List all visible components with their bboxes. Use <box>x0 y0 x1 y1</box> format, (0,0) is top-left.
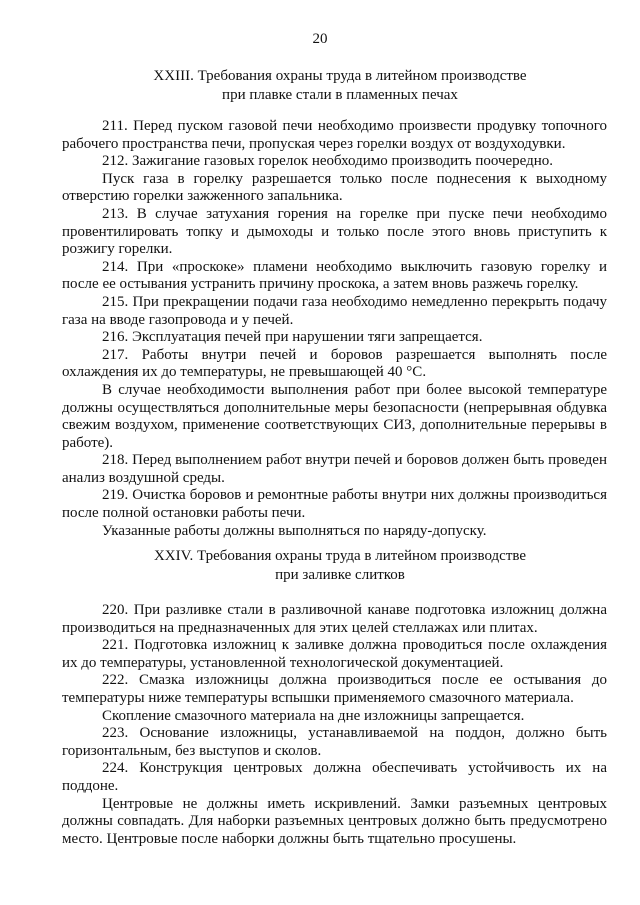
paragraph-213: 213. В случае затухания горения на горелке при пуске печи необходимо провентилировать топку и дымоходы и только после этого вновь приступить к розжигу горелки. <box>62 205 607 258</box>
paragraph-223: 223. Основание изложницы, устанавливаемой на поддон, должно быть горизонтальным, без выступов и сколов. <box>62 725 607 759</box>
paragraph-211: 211. Перед пуском газовой печи необходимо произвести продувку топочного рабочего пространства печи, пропуская через горелки воздух от воздуходувки. <box>62 118 607 152</box>
paragraph-224: 224. Конструкция центровых должна обеспечивать устойчивость их на поддоне. <box>62 760 607 794</box>
paragraph-215: 215. При прекращении подачи газа необходимо немедленно перекрыть подачу газа на вводе газопровода и у печей. <box>62 293 607 328</box>
paragraph-217-cont: В случае необходимости выполнения работ при более высокой температуре должны осуществляться дополнительные меры безопасности (непрерывная обдувка свежим воздухом, применение соответствующих СИЗ, дополнительные перерывы в работе). <box>62 381 607 451</box>
paragraph-212: 212. Зажигание газовых горелок необходимо производить поочередно. <box>102 153 554 170</box>
paragraph-224-cont: Центровые не должны иметь искривлений. Замки разъемных центровых должны совпадать. Для наборки разъемных центровых должно быть предусмотрено место. Центровые после наборки должны быть тщательно просушены. <box>62 795 607 847</box>
paragraph-217: 217. Работы внутри печей и боровов разрешается выполнять после охлаждения их до температуры, не превышающей 40 °С. <box>62 346 607 381</box>
paragraph-214: 214. При «проскоке» пламени необходимо выключить газовую горелку и после ее остывания устранить причину проскока, а затем вновь разжечь горелку. <box>62 258 607 293</box>
paragraph-219: 219. Очистка боровов и ремонтные работы внутри них должны производиться после полной остановки работы печи. <box>62 487 607 522</box>
heading-line: XXIII. Требования охраны труда в литейном производстве <box>153 68 527 84</box>
heading-line: при заливке слитков <box>275 566 405 583</box>
section-body-xxiii <box>62 118 607 540</box>
paragraph-221: 221. Подготовка изложниц к заливке должна проводиться после охлаждения их до температуры, установленной технологической документацией. <box>62 637 607 671</box>
section-heading-xxiv <box>60 547 620 584</box>
paragraph-218: 218. Перед выполнением работ внутри печей и боровов должен быть проведен анализ воздушной среды. <box>62 452 607 486</box>
paragraph-222-cont: Скопление смазочного материала на дне изложницы запрещается. <box>102 707 525 724</box>
heading-line: при плавке стали в пламенных печах <box>222 86 458 103</box>
paragraph-219-cont: Указанные работы должны выполняться по наряду-допуску. <box>102 522 487 539</box>
paragraph-220: 220. При разливке стали в разливочной канаве подготовка изложниц должна производиться на предназначенных для этих целей стеллажах или плитах. <box>62 602 607 636</box>
paragraph-222: 222. Смазка изложницы должна производиться после ее остывания до температуры ниже температуры вспышки применяемого смазочного материала. <box>62 672 607 706</box>
paragraph-212-cont: Пуск газа в горелку разрешается только после поднесения к выходному отверстию горелки зажженного запальника. <box>62 170 607 205</box>
paragraph-216: 216. Эксплуатация печей при нарушении тяги запрещается. <box>102 329 483 346</box>
heading-line: XXIV. Требования охраны труда в литейном производстве <box>153 548 527 564</box>
page-number: 20 <box>312 31 328 47</box>
section-body-xxiv <box>62 602 607 848</box>
section-heading-xxiii <box>60 67 620 104</box>
